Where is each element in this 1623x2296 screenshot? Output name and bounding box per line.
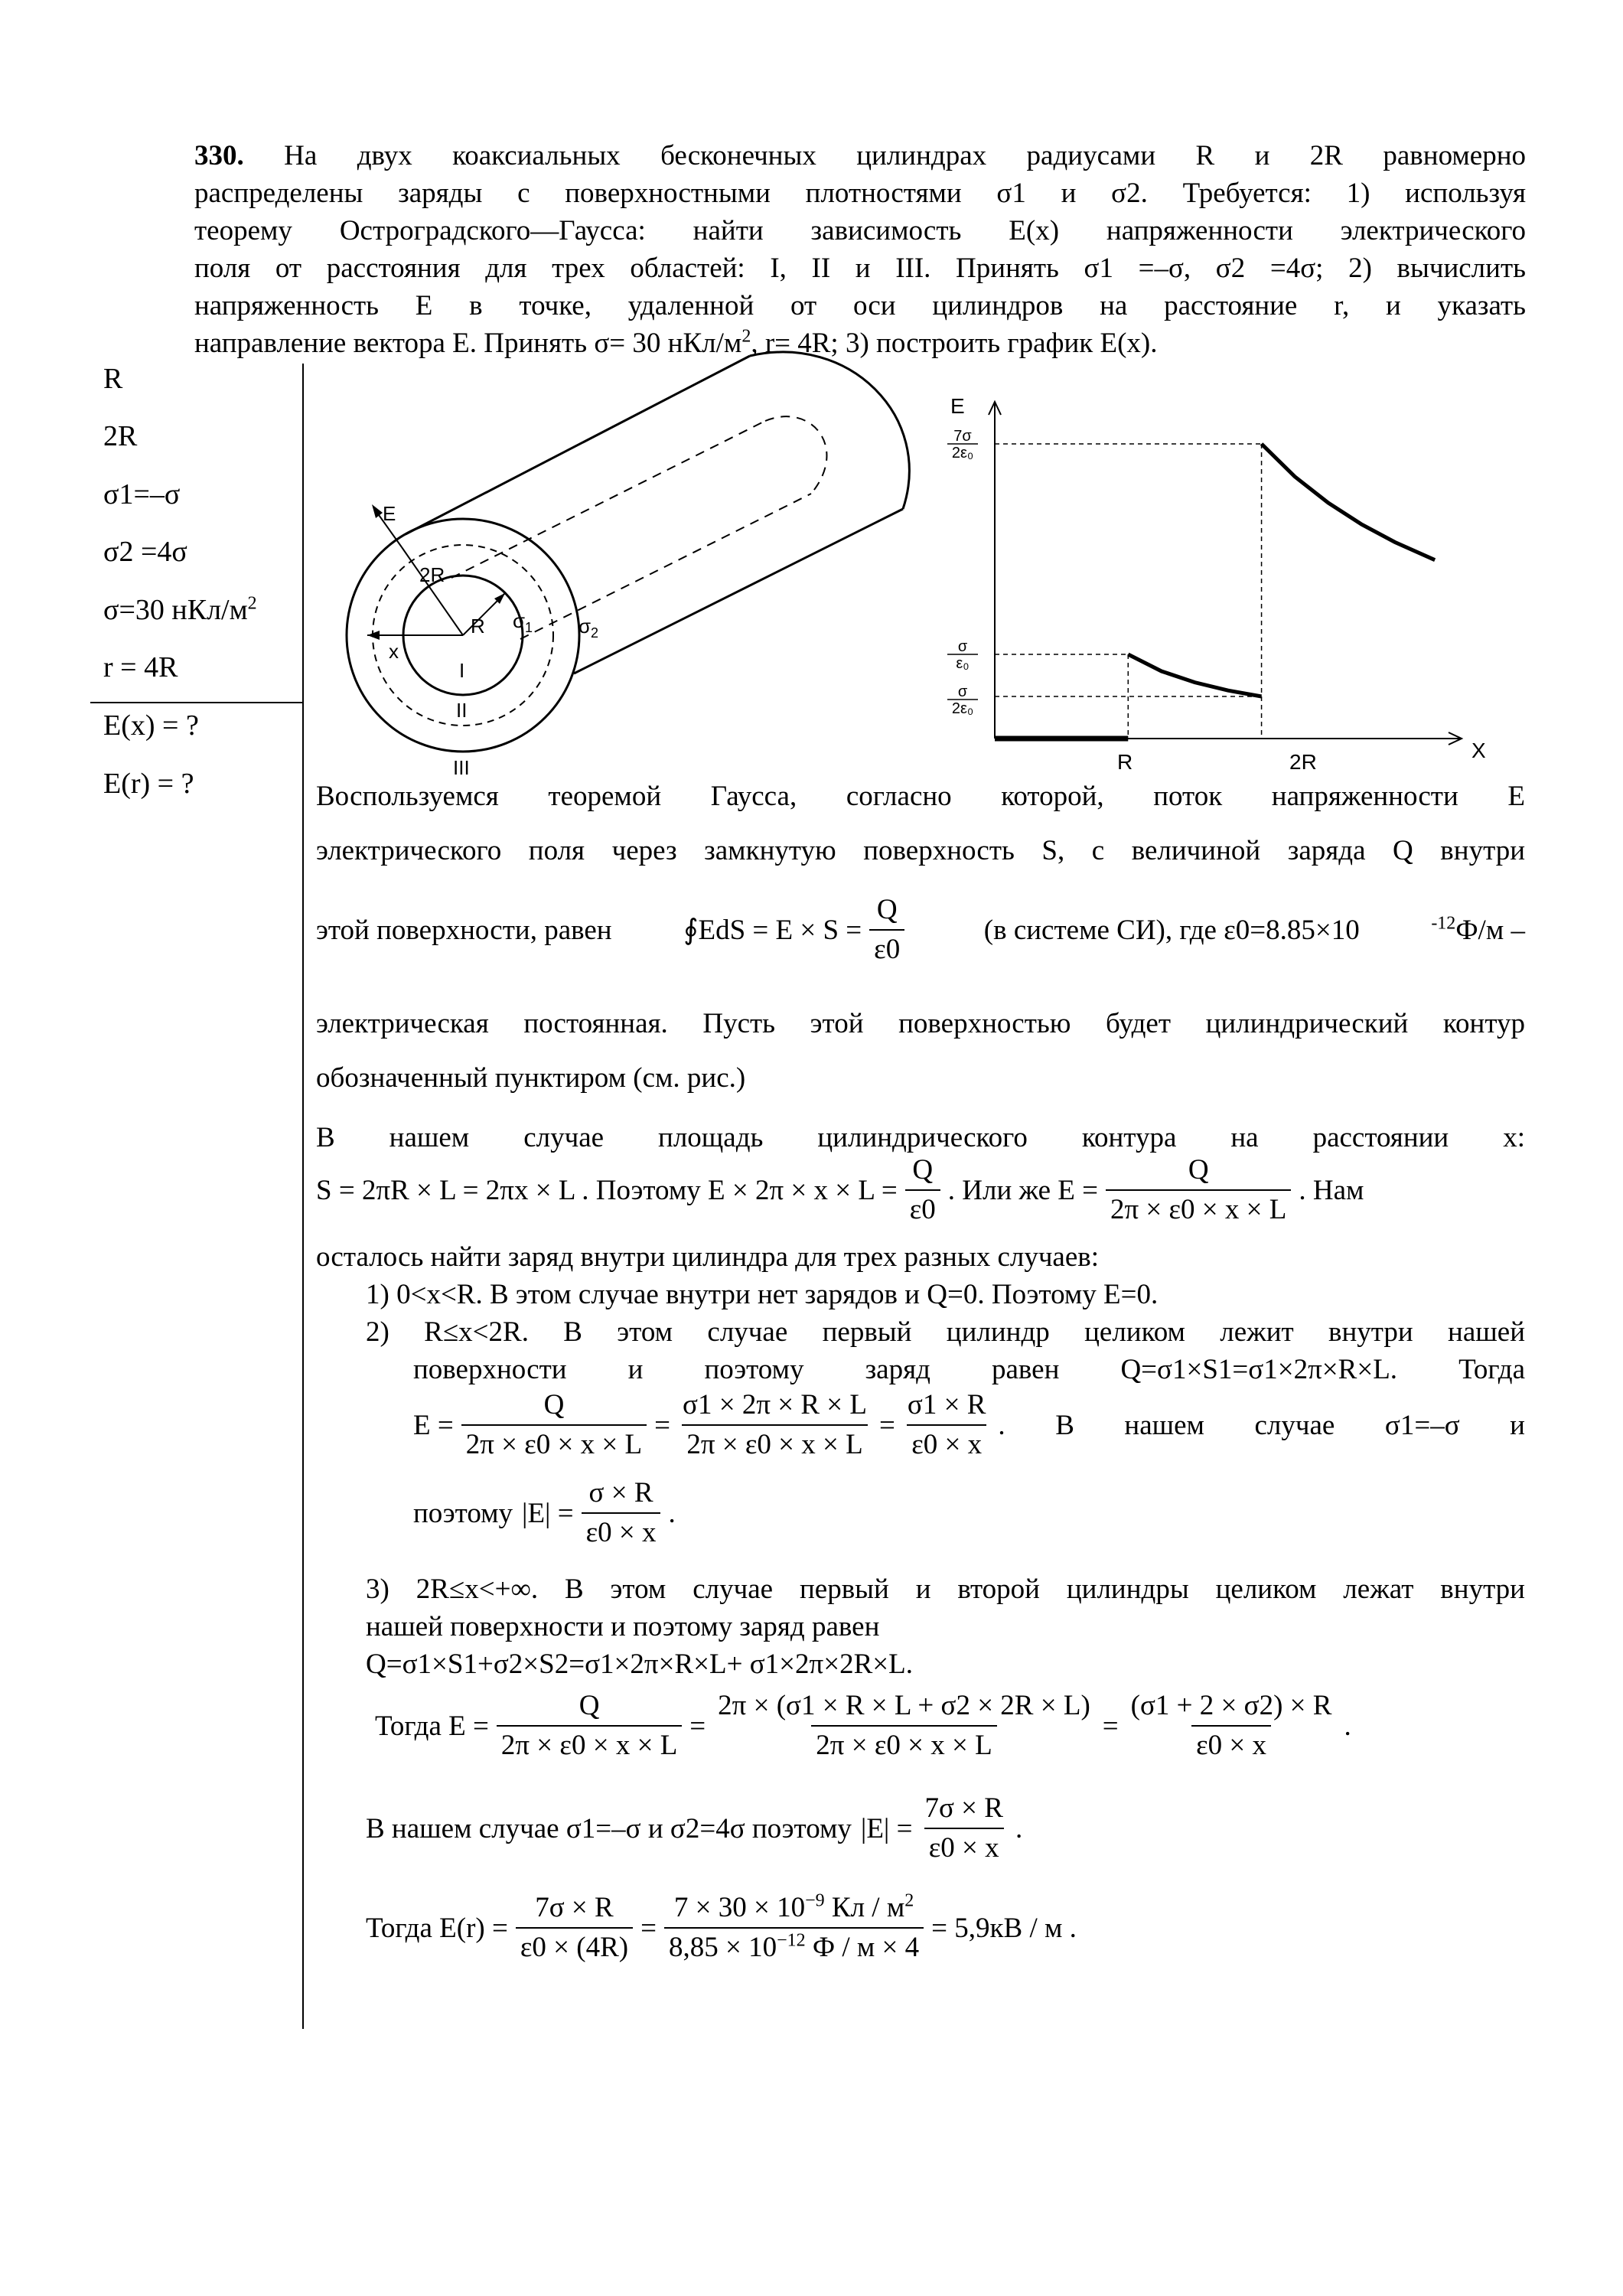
series-line-3 xyxy=(1262,444,1436,560)
eq-sign: = xyxy=(654,1409,671,1441)
case2-frac-3: $\frac{\sigma 1 \times R}{\varepsilon 0 \times x}$ xyxy=(907,1389,986,1460)
case3-frac-2: $\frac{2\pi \times (\sigma 1 \times R \times L + \sigma 2 \times 2R \times L)}{2\pi \times \varepsilon 0 \times x \times L}$ xyxy=(718,1690,1090,1761)
solution-intro-1: Воспользуемся теоремой Гаусса, согласно которой, поток напряженности E xyxy=(316,781,1525,812)
problem-line-2: распределены заряды с поверхностными плотностями σ1 и σ2. Требуется: 1) используя xyxy=(194,178,1526,209)
y-tick-num-3: σ xyxy=(957,683,968,700)
case3-frac-3: $\frac{(\sigma 1 + 2 \times \sigma 2) \times R}{\varepsilon 0 \times x}$ xyxy=(1130,1690,1332,1761)
period: . xyxy=(1344,1710,1351,1742)
label-II: II xyxy=(456,699,468,722)
label-E: E xyxy=(383,502,396,525)
y-tick-num-1: 7σ xyxy=(953,428,972,445)
case-3-result-row: В нашем случае σ1=–σ и σ2=4σ поэтому |E| = $\frac{7\sigma \times R}{\varepsilon 0 \times x}$ . xyxy=(366,1792,1023,1864)
x-tick-2R: 2R xyxy=(1289,750,1317,774)
case-1: 1) 0<x<R. В этом случае внутри нет зарядов и Q=0. Поэтому E=0. xyxy=(366,1279,1159,1310)
final-num-2: $7 \times 30 \times 10^{-9}$ Кл / $м^2$ xyxy=(673,1890,914,1923)
area-formula-row: S = 2πR × L = 2πx × L . Поэтому E × 2π × x × L = $\frac{Q}{\varepsilon 0}$ . Или же E = $\frac{Q}{2\pi \times \varepsilon 0 \times x \times L}$ . Нам xyxy=(316,1154,1364,1225)
given-R: R xyxy=(103,363,123,395)
solution-intro-4: электрическая постоянная. Пусть этой поверхностью будет цилиндрический контур xyxy=(316,1008,1525,1039)
E-arrowhead xyxy=(372,504,383,518)
final-result-row: Тогда E(r) = $\frac{7\sigma \times R}{\varepsilon 0 \times (4R)}$ = $\frac{7 \times 30 \times 10^{-9} Кл / м^2}{8,85 \times 10^{-12} Ф / м \times 4}$ = 5,9кВ / м . xyxy=(366,1890,1077,1963)
series-line-2 xyxy=(1128,654,1261,696)
outer-bottom-edge xyxy=(574,509,903,673)
problem-number: 330. xyxy=(194,140,244,171)
label-R: R xyxy=(471,615,485,638)
case-2-line-1: 2) R≤x<2R. В этом случае первый цилиндр целиком лежит внутри нашей xyxy=(366,1316,1525,1348)
2R-radius-line xyxy=(402,547,463,635)
case-2-result-row: поэтому |E| = $\frac{\sigma \times R}{\varepsilon 0 \times x}$ . xyxy=(413,1477,676,1548)
given-2R: 2R xyxy=(103,420,138,452)
label-sigma2: $\sigma_2$ xyxy=(578,615,599,641)
final-frac-2 xyxy=(664,1892,924,1964)
label-2R: 2R xyxy=(419,563,445,586)
case-3-line-2: нашей поверхности и поэтому заряд равен xyxy=(366,1611,880,1642)
area-fraction-1: $\frac{Q}{\varepsilon 0}$ xyxy=(905,1154,940,1226)
gauss-formula: ∮EdS = E × S = $\frac{Q}{\varepsilon 0}$ xyxy=(683,894,912,966)
eq-sign: = xyxy=(689,1710,706,1742)
inner-top-edge xyxy=(451,421,765,578)
find-Er: E(r) = ? xyxy=(103,768,194,800)
solution-intro-2: электрического поля через замкнутую поверхность S, с величиной заряда Q внутри xyxy=(316,835,1525,866)
y-tick-den-2: ε₀ xyxy=(956,655,970,672)
coaxial-cylinders-figure xyxy=(321,348,949,792)
given-divider xyxy=(90,702,303,703)
y-tick-den-1: 2ε₀ xyxy=(951,445,974,461)
case-3-formula-row: Тогда E = $\frac{Q}{2\pi \times \varepsilon 0 \times x \times L}$ = $\frac{2\pi \times (\sigma 1 \times R \times L + \sigma 2 \times 2R \times L)}{2\pi \times \varepsilon 0 \times x \times L}$ = $\frac{(\sigma 1 + 2 \times \sigma 2) \times R}{\varepsilon 0 \times x}$ . xyxy=(375,1690,1351,1761)
label-sigma1: $\sigma_1$ xyxy=(513,609,533,635)
gauss-theorem-row: этой поверхности, равен ∮EdS = E × S = $\frac{Q}{\varepsilon 0}$ (в системе СИ), где ε0=8.85×10 $^{-12}$Ф/м – xyxy=(316,894,1525,965)
case3-frac-1: $\frac{Q}{2\pi \times \varepsilon 0 \times x \times L}$ xyxy=(497,1690,682,1762)
problem-line-5: напряженность E в точке, удаленной от оси цилиндров на расстояние r, и указать xyxy=(194,290,1526,321)
x-tick-R: R xyxy=(1117,750,1133,774)
case-2-line-2: поверхности и поэтому заряд равен Q=σ1×S1=σ1×2π×R×L. Тогда xyxy=(413,1354,1525,1385)
outer-cylinder-back xyxy=(750,352,909,509)
eq-sign: = xyxy=(1102,1710,1119,1742)
given-sigma: σ=30 нКл/$м^2$ xyxy=(103,593,257,626)
problem-line-3: теорему Остроградского—Гаусса: найти зависимость E(x) напряженности электрического xyxy=(194,215,1526,246)
final-frac-1: $\frac{7\sigma \times R}{\varepsilon 0 \times (4R)}$ xyxy=(516,1892,633,1964)
y-axis-label: E xyxy=(950,394,965,418)
area-line-1: В нашем случае площадь цилиндрического контура на расстоянии x: xyxy=(316,1122,1525,1153)
label-x: x xyxy=(389,640,399,663)
period: . xyxy=(1015,1812,1023,1844)
gauss-fraction: $\frac{Q}{\varepsilon 0}$ xyxy=(869,894,904,966)
inner-cylinder-back xyxy=(765,416,826,494)
label-I: I xyxy=(459,659,465,682)
period: . xyxy=(668,1497,676,1529)
E-of-x-graph xyxy=(934,383,1515,781)
given-sigma1: σ1=–σ xyxy=(103,478,181,510)
solution-intro-5: обозначенный пунктиром (см. рис.) xyxy=(316,1062,746,1094)
final-den-2: $8,85 \times 10^{-12}$ Ф / м × 4 xyxy=(664,1927,924,1964)
area-fraction-2: $\frac{Q}{2\pi \times \varepsilon 0 \times x \times L}$ xyxy=(1106,1154,1291,1226)
case2-frac-1: $\frac{Q}{2\pi \times \varepsilon 0 \times x \times L}$ xyxy=(461,1389,647,1461)
given-r: r = 4R xyxy=(103,651,178,683)
eps-exp: $^{-12}$Ф/м – xyxy=(1431,913,1525,946)
inner-bottom-edge xyxy=(520,494,811,639)
case2-result-frac: $\frac{\sigma \times R}{\varepsilon 0 \times x}$ xyxy=(582,1477,661,1549)
y-tick-num-2: σ xyxy=(957,638,968,655)
case-3-line-3: Q=σ1×S1+σ2×S2=σ1×2π×R×L+ σ1×2π×2R×L. xyxy=(366,1649,913,1680)
case-2-formula-row: E = $\frac{Q}{2\pi \times \varepsilon 0 \times x \times L}$ = $\frac{\sigma 1 \times 2\pi \times R \times L}{2\pi \times \varepsilon 0 \times x \times L}$ = $\frac{\sigma 1 \times R}{\varepsilon 0 \times x}$ . В нашем случае σ1=–σ и xyxy=(413,1389,1525,1460)
x-axis-label: X xyxy=(1471,739,1486,762)
given-vertical-rule xyxy=(302,364,304,2029)
outer-top-edge xyxy=(406,356,750,534)
problem-line-1: 330. На двух коаксиальных бесконечных цилиндрах радиусами R и 2R равномерно xyxy=(194,140,1527,171)
remain-line: осталось найти заряд внутри цилиндра для трех разных случаев: xyxy=(316,1241,1100,1273)
given-sigma2: σ2 =4σ xyxy=(103,536,187,568)
eq-sign: = xyxy=(640,1912,657,1944)
case-3-line-1: 3) 2R≤x<+∞. В этом случае первый и второй цилиндры целиком лежат внутри xyxy=(366,1574,1525,1605)
case2-frac-2: $\frac{\sigma 1 \times 2\pi \times R \times L}{2\pi \times \varepsilon 0 \times x \times L}$ xyxy=(683,1389,868,1460)
case3-result-frac: $\frac{7\sigma \times R}{\varepsilon 0 \times x}$ xyxy=(924,1792,1003,1864)
problem-line-4: поля от расстояния для трех областей: I, II и III. Принять σ1 =–σ, σ2 =4σ; 2) вычислить xyxy=(194,253,1526,284)
y-tick-den-3: 2ε₀ xyxy=(951,700,974,717)
problem-line-6: направление вектора E. Принять σ= 30 нКл/$м^2$, r= 4R; 3) построить график E(x). xyxy=(194,326,1158,359)
eq-sign: = xyxy=(879,1409,895,1441)
label-III: III xyxy=(453,756,470,779)
find-Ex: E(x) = ? xyxy=(103,709,199,742)
